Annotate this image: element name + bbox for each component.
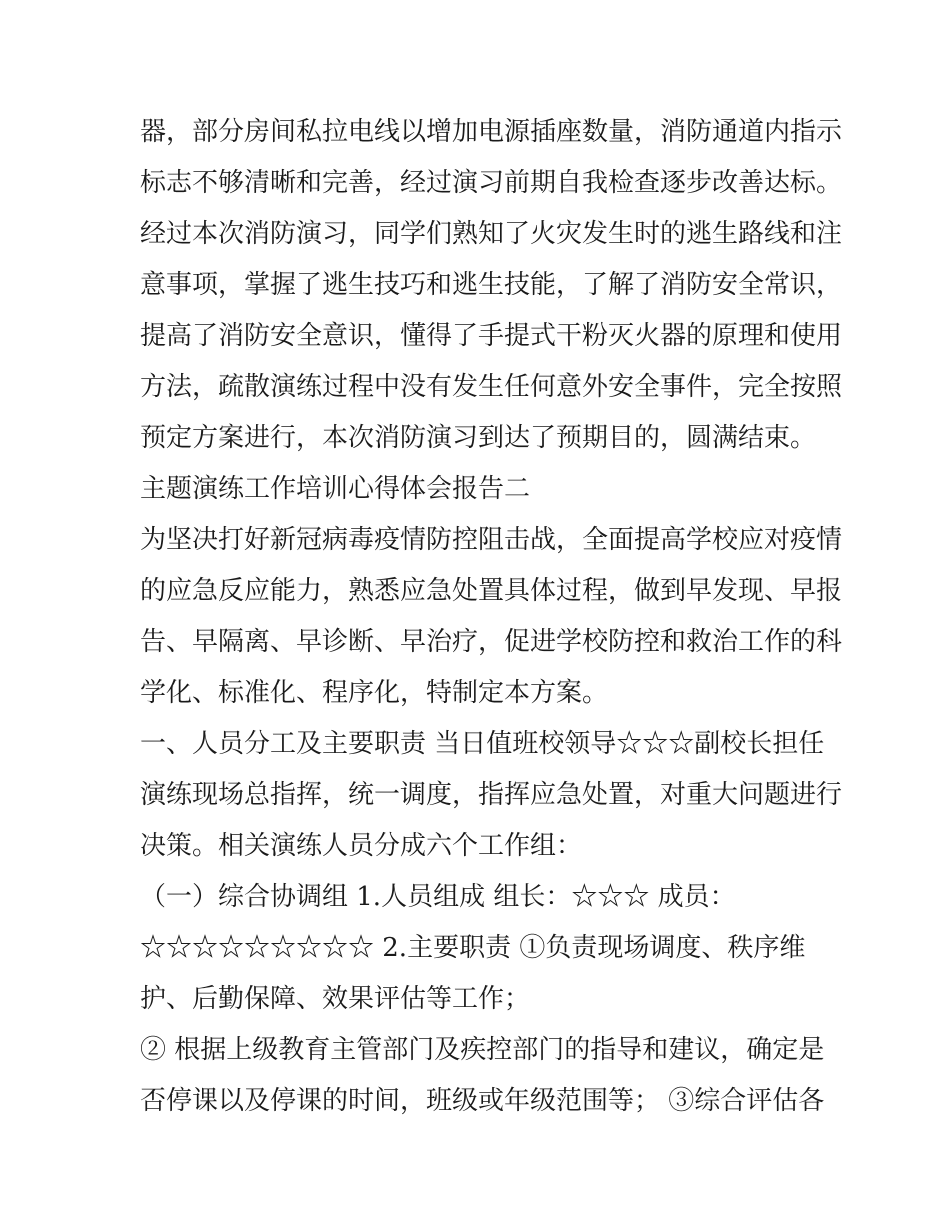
- text-line: 方法，疏散演练过程中没有发生任何意外安全事件，完全按照: [140, 372, 843, 402]
- text-line: （一）综合协调组 1.人员组成 组长：☆☆☆ 成员：: [140, 882, 736, 912]
- text-line: 为坚决打好新冠病毒疫情防控阻击战，全面提高学校应对疫情: [140, 525, 843, 555]
- text-line: 意事项，掌握了逃生技巧和逃生技能，了解了消防安全常识，: [140, 270, 843, 300]
- text-line: 一、人员分工及主要职责 当日值班校领导☆☆☆副校长担任: [140, 729, 825, 759]
- text-line: ② 根据上级教育主管部门及疾控部门的指导和建议，确定是: [140, 1035, 825, 1065]
- text-line: 护、后勤保障、效果评估等工作；: [140, 984, 531, 1014]
- text-line: 经过本次消防演习，同学们熟知了火灾发生时的逃生路线和注: [140, 219, 843, 249]
- text-line: 学化、标准化、程序化，特制定本方案。: [140, 678, 609, 708]
- text-line: 告、早隔离、早诊断、早治疗，促进学校防控和救治工作的科: [140, 627, 843, 657]
- text-line: ☆☆☆☆☆☆☆☆☆ 2.主要职责 ①负责现场调度、秩序维: [140, 933, 806, 963]
- text-line: 标志不够清晰和完善，经过演习前期自我检查逐步改善达标。: [140, 168, 843, 198]
- text-line: 的应急反应能力，熟悉应急处置具体过程，做到早发现、早报: [140, 576, 843, 606]
- text-line: 演练现场总指挥，统一调度，指挥应急处置，对重大问题进行: [140, 780, 843, 810]
- text-line: 决策。相关演练人员分成六个工作组：: [140, 831, 583, 861]
- text-line: 器，部分房间私拉电线以增加电源插座数量，消防通道内指示: [140, 117, 843, 147]
- section-heading: 主题演练工作培训心得体会报告二: [140, 474, 531, 504]
- text-line: 提高了消防安全意识，懂得了手提式干粉灭火器的原理和使用: [140, 321, 843, 351]
- document-body: [140, 107, 843, 1127]
- text-line: 预定方案进行，本次消防演习到达了预期目的，圆满结束。: [140, 423, 817, 453]
- text-line: 否停课以及停课的时间，班级或年级范围等； ③综合评估各: [140, 1086, 825, 1116]
